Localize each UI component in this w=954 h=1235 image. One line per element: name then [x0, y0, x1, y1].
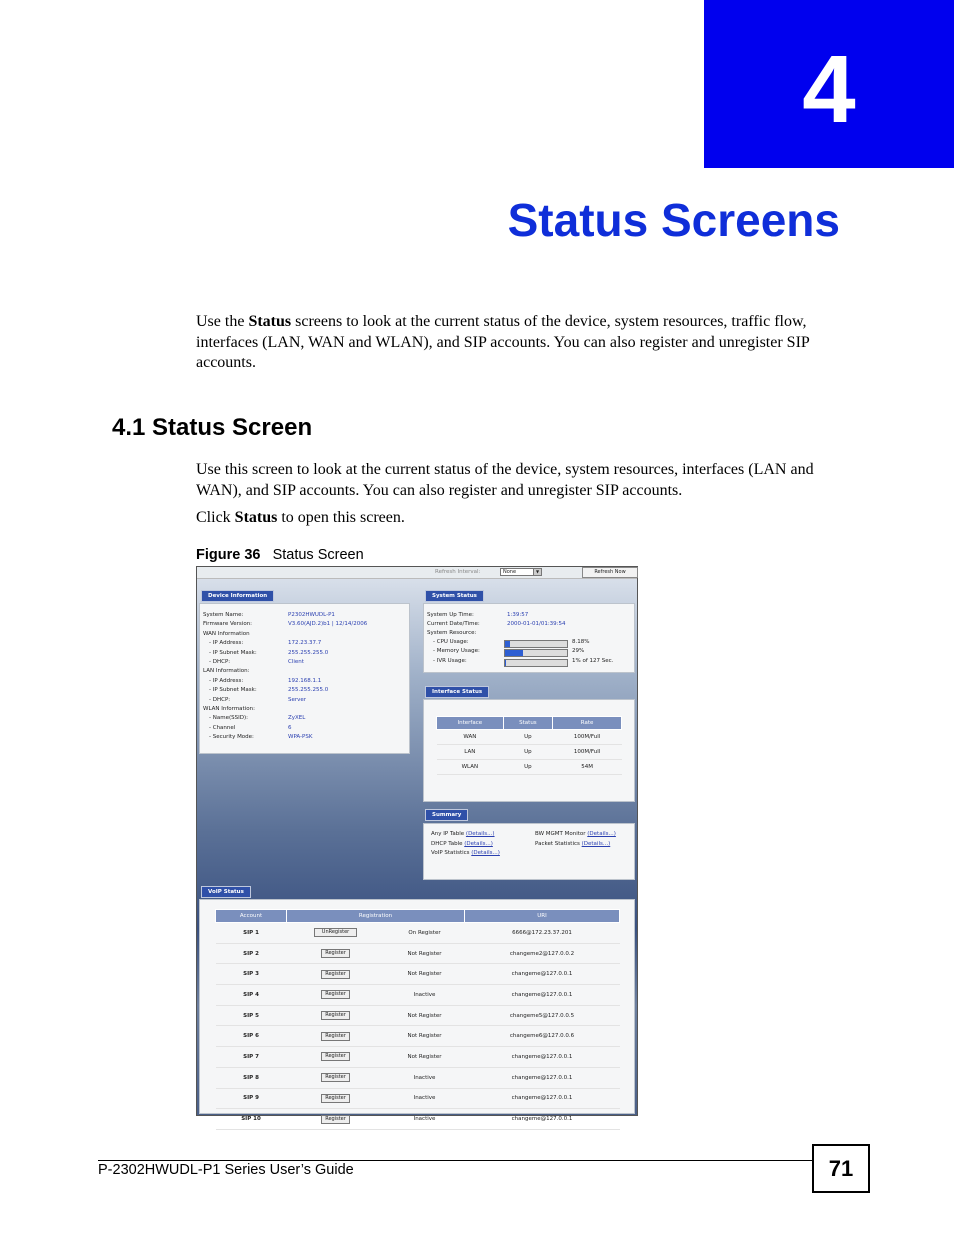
device-info-value: 6 [288, 724, 292, 731]
resource-key: - IVR Usage: [433, 657, 467, 664]
sip-uri: changeme2@127.0.0.2 [465, 943, 620, 964]
summary-panel [423, 823, 635, 880]
register-button[interactable]: Register [321, 1094, 350, 1103]
resource-usage-bar [504, 640, 568, 648]
device-info-value: 172.23.37.7 [288, 640, 322, 647]
sip-uri: changeme@127.0.0.1 [465, 1088, 620, 1109]
voip-table-header: Registration [287, 910, 465, 923]
figure-caption: Figure 36 Status Screen [196, 547, 364, 563]
footer-rule [98, 1160, 812, 1161]
device-info-value: ZyXEL [288, 715, 306, 722]
sip-account: SIP 10 [216, 1109, 287, 1130]
summary-item-label: Any IP Table [431, 831, 465, 837]
registration-status: Inactive [385, 985, 465, 1006]
registration-action-cell [287, 1109, 385, 1130]
device-info-value: 255.255.255.0 [288, 649, 329, 656]
table-row [437, 730, 622, 745]
device-info-value: 192.168.1.1 [288, 677, 322, 684]
sip-account: SIP 7 [216, 1047, 287, 1068]
uptime-value: 1:39:57 [507, 612, 529, 618]
device-info-value: Client [288, 659, 304, 665]
interface-cell: 100M/Full [553, 730, 622, 745]
table-row [216, 1005, 620, 1026]
table-row [216, 1109, 620, 1130]
resource-key: - CPU Usage: [433, 639, 469, 645]
sip-uri: changeme@127.0.0.1 [465, 964, 620, 985]
refresh-now-button[interactable]: Refresh Now [582, 567, 638, 578]
registration-status: Inactive [385, 1067, 465, 1088]
device-info-key: - DHCP: [209, 696, 231, 703]
device-info-key: - IP Address: [209, 640, 244, 647]
footer-guide-title: P-2302HWUDL-P1 Series User’s Guide [98, 1162, 354, 1178]
table-row [437, 745, 622, 760]
interface-cell: 54M [553, 760, 622, 775]
table-row [216, 1088, 620, 1109]
summary-item [431, 841, 493, 847]
registration-action-cell [287, 1005, 385, 1026]
refresh-interval-label: Refresh Interval: [435, 569, 481, 575]
sip-uri: changeme@127.0.0.1 [465, 1067, 620, 1088]
interface-table [436, 716, 622, 775]
sip-uri: changeme@127.0.0.1 [465, 1109, 620, 1130]
refresh-interval-select[interactable]: None ▼ [500, 568, 542, 576]
interface-cell: Up [503, 745, 553, 760]
voip-status-panel [199, 899, 635, 1123]
registration-action-cell [287, 1067, 385, 1088]
resource-label: System Resource: [427, 630, 477, 636]
interface-cell: WAN [437, 730, 504, 745]
resource-usage-fill [505, 660, 506, 666]
sip-uri: 6666@172.23.37.201 [465, 923, 620, 944]
device-info-key: WLAN Information: [203, 706, 255, 712]
registration-status: Not Register [385, 1005, 465, 1026]
system-status-panel [423, 603, 635, 673]
summary-tab: Summary [425, 809, 468, 821]
sip-account: SIP 5 [216, 1005, 287, 1026]
device-info-key: WAN Information [203, 630, 250, 637]
resource-value: 8.18% [572, 639, 590, 645]
table-row [216, 1047, 620, 1068]
registration-status: Not Register [385, 964, 465, 985]
interface-cell: Up [503, 760, 553, 775]
device-info-key: - Name(SSID): [209, 715, 248, 722]
registration-status: On Register [385, 923, 465, 944]
summary-details-link[interactable]: (Details...) [464, 840, 493, 847]
sip-uri: changeme5@127.0.0.5 [465, 1005, 620, 1026]
device-info-value: Server [288, 696, 307, 703]
date-value: 2000-01-01/01:39:54 [507, 621, 566, 627]
register-button[interactable]: Register [321, 1073, 350, 1082]
section-paragraph: Use this screen to look at the current status of the device, system resources, interfaces (LAN and WAN), and SIP accounts. You can also register and unregister SIP accounts. [196, 461, 814, 499]
resource-value: 1% of 127 Sec. [572, 657, 614, 664]
register-button[interactable]: Register [321, 1011, 350, 1020]
device-info-key: - IP Subnet Mask: [209, 649, 257, 656]
summary-item [431, 831, 495, 837]
device-information-tab: Device Information [201, 590, 274, 602]
table-row [216, 943, 620, 964]
unregister-button[interactable]: UnRegister [314, 928, 357, 937]
summary-details-link[interactable]: (Details...) [581, 840, 611, 847]
registration-status: Not Register [385, 1047, 465, 1068]
summary-item-label: VoIP Statistics [431, 850, 470, 856]
chapter-number: 4 [802, 36, 856, 143]
registration-status: Inactive [385, 1088, 465, 1109]
interface-cell: Up [503, 730, 553, 745]
date-label: Current Date/Time: [427, 621, 480, 627]
sip-account: SIP 6 [216, 1026, 287, 1047]
sip-uri: changeme@127.0.0.1 [465, 985, 620, 1006]
summary-details-link[interactable]: (Details...) [587, 831, 616, 837]
voip-table-header: URI [465, 910, 620, 923]
device-info-key: LAN Information: [203, 668, 250, 675]
registration-status: Not Register [385, 1026, 465, 1047]
summary-item [535, 831, 616, 837]
device-information-panel [199, 603, 410, 754]
resource-usage-fill [505, 641, 510, 647]
registration-action-cell [287, 1088, 385, 1109]
voip-status-tab: VoIP Status [201, 886, 251, 898]
system-status-tab: System Status [425, 590, 484, 602]
device-info-key: - Channel [209, 724, 236, 731]
sip-account: SIP 3 [216, 964, 287, 985]
interface-cell: 100M/Full [553, 745, 622, 760]
uptime-label: System Up Time: [427, 612, 474, 618]
registration-status: Not Register [385, 943, 465, 964]
status-screen-figure [196, 566, 638, 1123]
interface-cell: LAN [437, 745, 504, 760]
voip-table-header: Account [216, 910, 287, 923]
sip-uri: changeme@127.0.0.1 [465, 1047, 620, 1068]
registration-status: Inactive [385, 1109, 465, 1130]
sip-account: SIP 8 [216, 1067, 287, 1088]
register-button[interactable]: Register [321, 1052, 350, 1061]
resource-key: - Memory Usage: [433, 648, 480, 655]
device-info-value: WPA-PSK [288, 734, 313, 741]
summary-item-label: BW MGMT Monitor [535, 831, 586, 837]
register-button[interactable]: Register [321, 1032, 350, 1041]
registration-action-cell [287, 943, 385, 964]
intro-paragraph: Use the Status screens to look at the current status of the device, system resources, traffic flow, interfaces (LAN, WAN and WLAN), and SIP accounts. You can also register and unregister SIP accounts. [196, 313, 810, 371]
registration-action-cell [287, 1026, 385, 1047]
register-button[interactable]: Register [321, 990, 350, 999]
interface-cell: WLAN [437, 760, 504, 775]
summary-item [535, 841, 610, 847]
table-row [437, 760, 622, 775]
device-info-value: V3.60(AJD.2)b1 | 12/14/2006 [288, 621, 368, 628]
sip-account: SIP 9 [216, 1088, 287, 1109]
device-info-key: - Security Mode: [209, 734, 254, 741]
summary-details-link[interactable]: (Details...) [471, 850, 500, 856]
interface-status-panel [423, 699, 635, 802]
table-row [216, 985, 620, 1006]
summary-item-label: DHCP Table [431, 840, 463, 847]
registration-action-cell [287, 923, 385, 944]
summary-item-label: Packet Statistics [535, 840, 580, 847]
summary-details-link[interactable]: (Details...) [465, 831, 495, 837]
resource-usage-bar [504, 649, 568, 657]
registration-action-cell [287, 964, 385, 985]
voip-table [215, 909, 620, 1130]
sip-uri: changeme6@127.0.0.6 [465, 1026, 620, 1047]
interface-status-tab: Interface Status [425, 686, 489, 698]
chapter-title: Status Screens [507, 194, 840, 246]
table-row [216, 964, 620, 985]
table-row [216, 1067, 620, 1088]
interface-table-header: Interface [437, 717, 504, 730]
summary-item [431, 850, 500, 856]
sip-account: SIP 2 [216, 943, 287, 964]
section-heading: 4.1 Status Screen [112, 414, 313, 441]
sip-account: SIP 4 [216, 985, 287, 1006]
device-info-key: System Name: [203, 612, 244, 618]
table-row [216, 923, 620, 944]
device-info-value: 255.255.255.0 [288, 687, 329, 694]
interface-table-header: Rate [553, 717, 622, 730]
sip-account: SIP 1 [216, 923, 287, 944]
chapter-number-box [704, 0, 954, 168]
register-button[interactable]: Register [321, 970, 350, 979]
resource-usage-fill [505, 650, 523, 656]
device-info-key: - IP Address: [209, 677, 244, 684]
registration-action-cell [287, 985, 385, 1006]
registration-action-cell [287, 1047, 385, 1068]
device-info-value: P2302HWUDL-P1 [288, 612, 335, 618]
dropdown-arrow-icon: ▼ [533, 569, 541, 575]
resource-usage-bar [504, 659, 568, 667]
refresh-bar [197, 567, 637, 579]
device-info-key: - IP Subnet Mask: [209, 687, 257, 694]
resource-value: 29% [572, 648, 585, 655]
table-row [216, 1026, 620, 1047]
interface-table-header: Status [503, 717, 553, 730]
register-button[interactable]: Register [321, 949, 350, 958]
page-number: 71 [812, 1144, 870, 1193]
device-info-key: - DHCP: [209, 659, 231, 665]
device-info-key: Firmware Version: [203, 621, 253, 628]
click-instruction: Click Status to open this screen. [196, 509, 405, 526]
register-button[interactable]: Register [321, 1115, 350, 1124]
